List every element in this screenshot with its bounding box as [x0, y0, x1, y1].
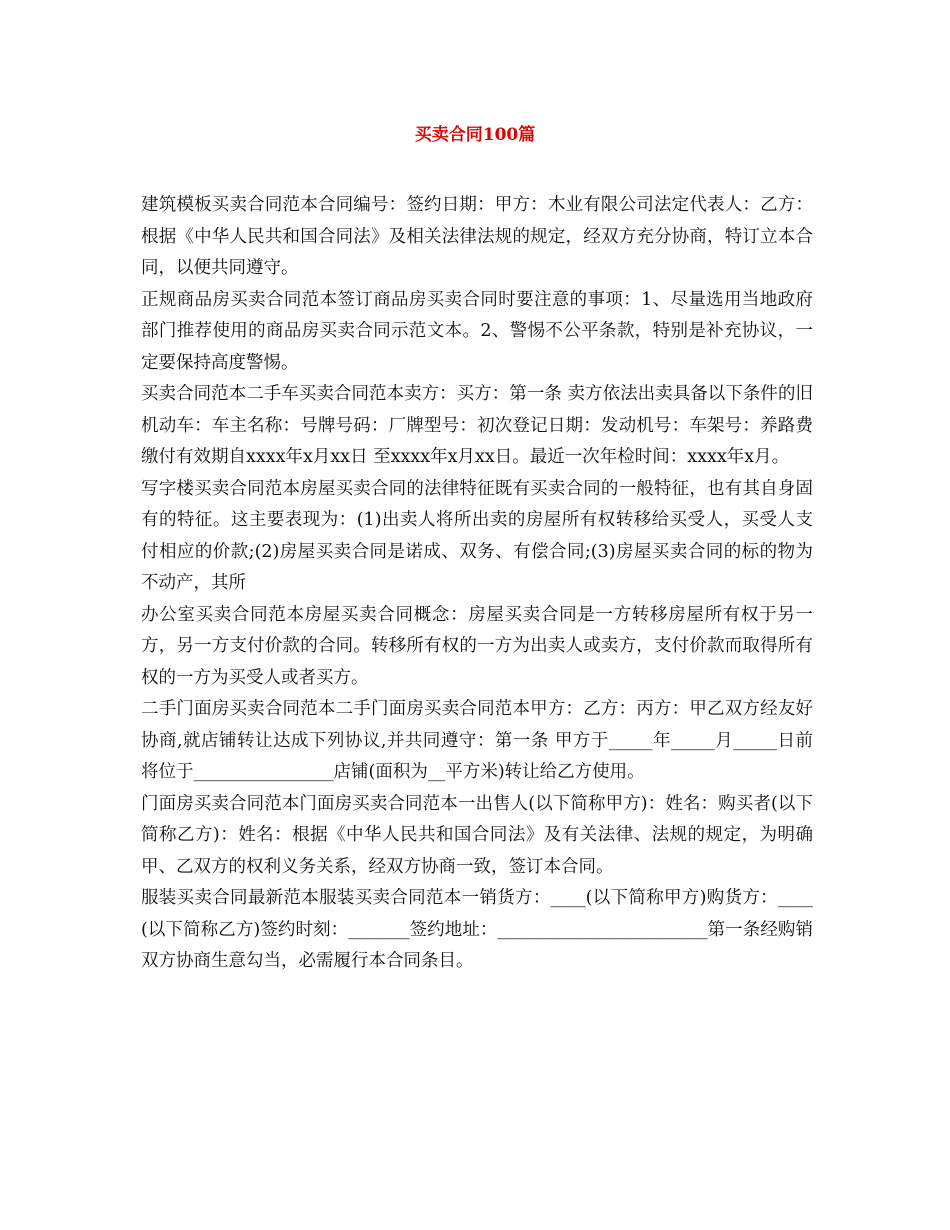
document-body — [141, 190, 813, 978]
paragraph-office: 办公室买卖合同范本房屋买卖合同概念：房屋买卖合同是一方转移房屋所有权于另一方，另一方支付价款的合同。转移所有权的一方为出卖人或卖方，支付价款而取得所有权的一方为买受人或者买方。 — [141, 604, 813, 688]
paragraph-clothing: 服装买卖合同最新范本服装买卖合同范本一销货方：____(以下简称甲方)购货方：____(以下简称乙方)签约时刻：_______签约地址：________________________第一条经购销双方协商生意勾当，必需履行本合同条目。 — [141, 888, 813, 971]
paragraph-commercial-housing: 正规商品房买卖合同范本签订商品房买卖合同时要注意的事项：1、尽量选用当地政府部门推荐使用的商品房买卖合同示范文本。2、警惕不公平条款，特别是补充协议，一定要保持高度警惕。 — [141, 289, 813, 373]
paragraph-office-building: 写字楼买卖合同范本房屋买卖合同的法律特征既有买卖合同的一般特征，也有其自身固有的特征。这主要表现为：(1)出卖人将所出卖的房屋所有权转移给买受人，买受人支付相应的价款;(2)房屋买卖合同是诺成、双务、有偿合同;(3)房屋买卖合同的标的物为不动产，其所 — [141, 478, 813, 593]
document-title: 买卖合同100篇 — [414, 125, 536, 145]
paragraph-storefront: 门面房买卖合同范本门面房买卖合同范本一出售人(以下简称甲方)：姓名：购买者(以下简称乙方)：姓名：根据《中华人民共和国合同法》及有关法律、法规的规定，为明确甲、乙双方的权利义务关系，经双方协商一致，签订本合同。 — [141, 793, 813, 877]
paragraph-used-car: 买卖合同范本二手车买卖合同范本卖方：买方：第一条 卖方依法出卖具备以下条件的旧机动车：车主名称：号牌号码：厂牌型号：初次登记日期：发动机号：车架号：养路费缴付有效期自xxxx年x月xx日 至xxxx年x月xx日。最近一次年检时间：xxxx年x月。 — [141, 384, 813, 467]
paragraph-building-formwork: 建筑模板买卖合同范本合同编号：签约日期：甲方：木业有限公司法定代表人：乙方：根据《中华人民共和国合同法》及相关法律法规的规定，经双方充分协商，特订立本合同，以便共同遵守。 — [141, 195, 813, 278]
paragraph-used-storefront: 二手门面房买卖合同范本二手门面房买卖合同范本甲方：乙方：丙方：甲乙双方经友好协商,就店铺转让达成下列协议,并共同遵守：第一条 甲方于_____年_____月_____日前将位于________________店铺(面积为__平方米)转让给乙方使用。 — [141, 699, 813, 782]
